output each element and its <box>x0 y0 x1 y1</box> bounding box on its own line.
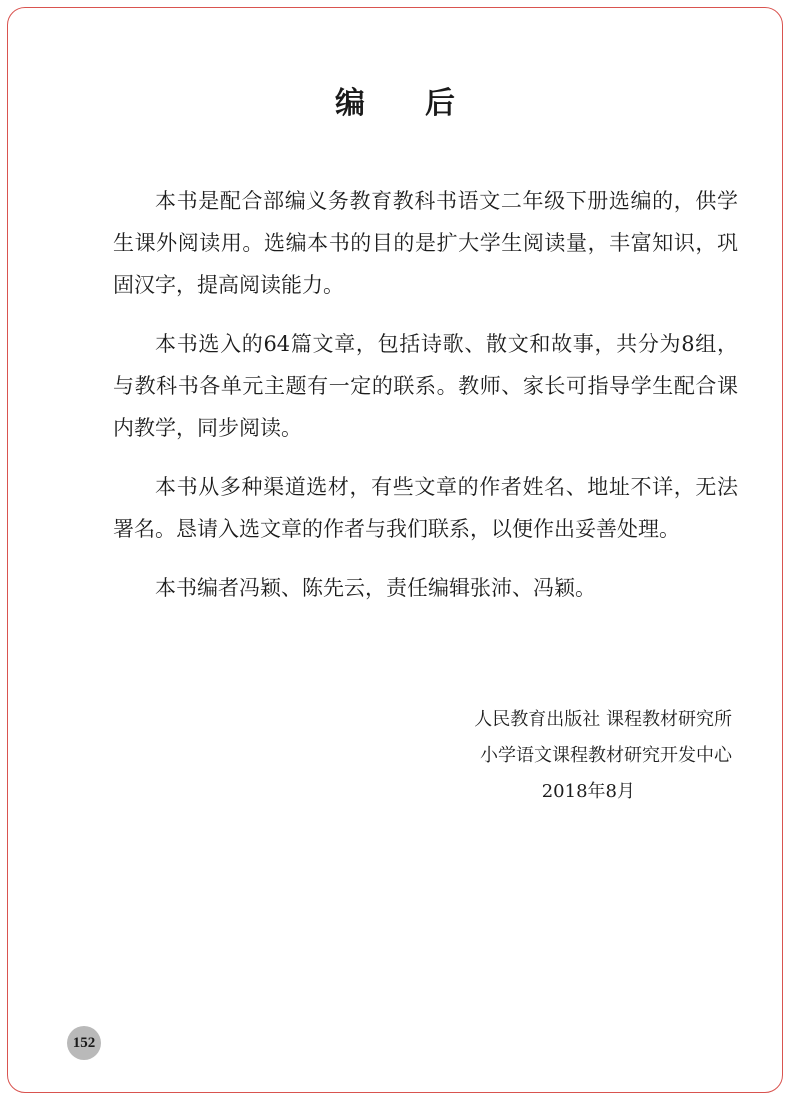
paragraph-3: 本书从多种渠道选材，有些文章的作者姓名、地址不详，无法署名。恳请入选文章的作者与我们联系，以便作出妥善处理。 <box>113 475 738 541</box>
paragraph-4: 本书编者冯颖、陈先云，责任编辑张沛、冯颖。 <box>155 576 596 600</box>
paragraph-2: 本书选入的64篇文章，包括诗歌、散文和故事，共分为8组，与教科书各单元主题有一定的联系。教师、家长可指导学生配合课内教学，同步阅读。 <box>113 332 738 440</box>
publisher-line: 人民教育出版社 课程教材研究所 <box>474 709 732 730</box>
signature-date: 2018年8月 <box>541 781 635 802</box>
center-line: 小学语文课程教材研究开发中心 <box>480 745 732 766</box>
body-text <box>113 180 738 626</box>
page-title: 编后 <box>335 86 515 121</box>
page-number-badge: 152 <box>67 1026 101 1060</box>
signature-block <box>372 702 732 810</box>
paragraph-1: 本书是配合部编义务教育教科书语文二年级下册选编的，供学生课外阅读用。选编本书的目的是扩大学生阅读量，丰富知识，巩固汉字，提高阅读能力。 <box>113 189 738 297</box>
